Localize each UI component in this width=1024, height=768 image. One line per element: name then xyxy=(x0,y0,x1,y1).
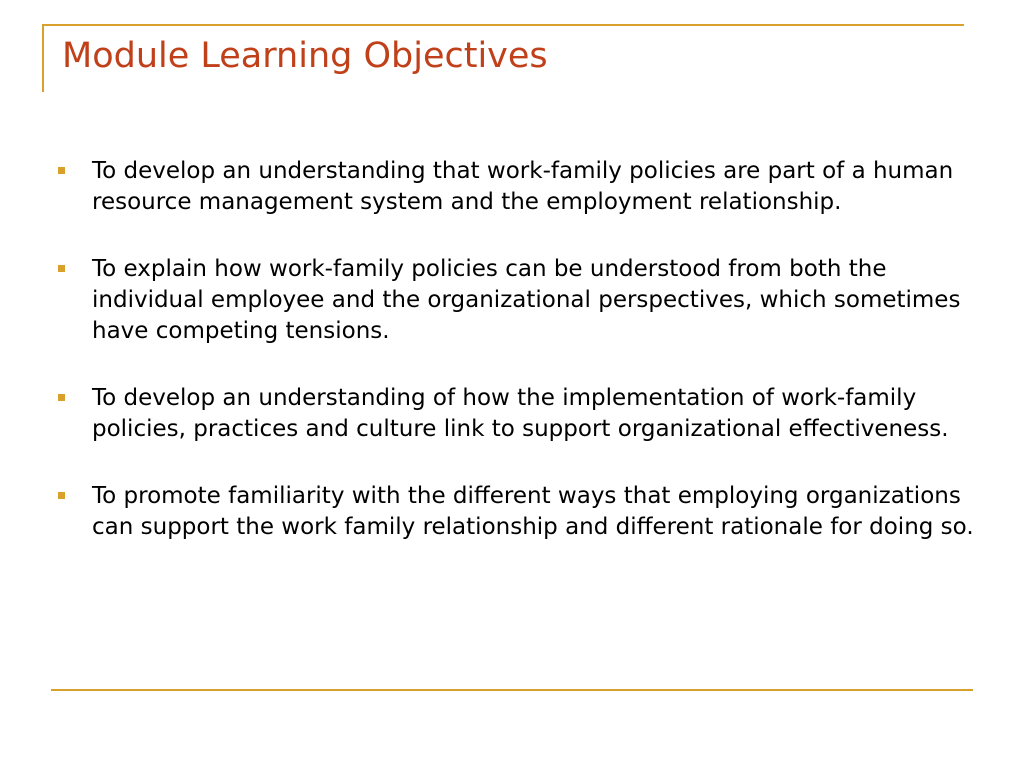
list-item xyxy=(56,254,976,347)
slide-title: Module Learning Objectives xyxy=(62,36,548,76)
list-item xyxy=(56,156,976,218)
objectives-list xyxy=(56,156,976,579)
bullet-text: To develop an understanding of how the implementation of work-family policies, practices and culture link to support organizational effectiveness. xyxy=(92,385,949,442)
square-bullet-icon xyxy=(58,265,65,272)
list-item xyxy=(56,383,976,445)
square-bullet-icon xyxy=(58,492,65,499)
bullet-text: To explain how work-family policies can be understood from both the individual employee and the organizational perspectives, which sometimes have competing tensions. xyxy=(92,256,961,344)
list-item xyxy=(56,481,976,543)
bottom-divider xyxy=(51,689,973,691)
square-bullet-icon xyxy=(58,394,65,401)
square-bullet-icon xyxy=(58,167,65,174)
bullet-text: To develop an understanding that work-family policies are part of a human resource management system and the employment relationship. xyxy=(92,158,954,215)
bullet-text: To promote familiarity with the different ways that employing organizations can support the work family relationship and different rationale for doing so. xyxy=(92,483,974,540)
